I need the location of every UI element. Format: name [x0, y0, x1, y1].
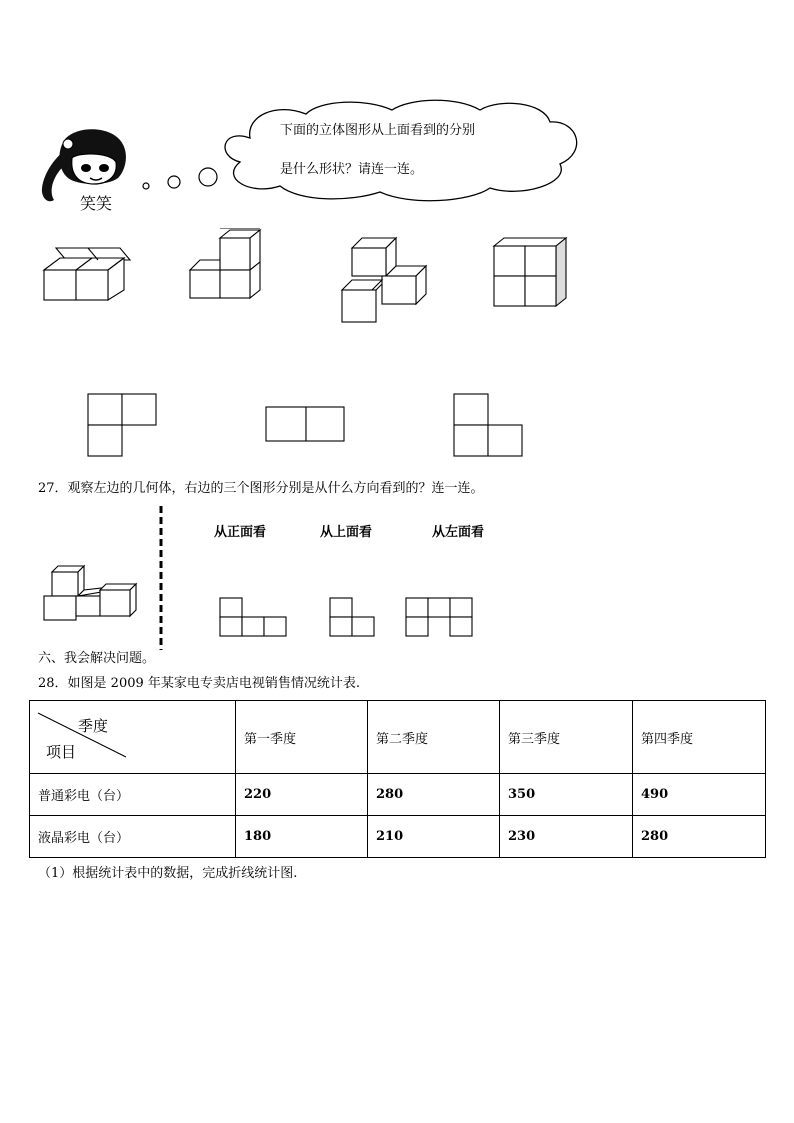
thought-bubble [140, 98, 585, 208]
top-view-2 [264, 405, 348, 443]
q27-text: 27．观察左边的几何体，右边的三个图形分别是从什么方向看到的？连一连。 [38, 481, 484, 496]
q27-view-b [328, 596, 378, 638]
sales-table [29, 700, 766, 858]
row-label: 液晶彩电（台） [30, 816, 236, 858]
table-corner-cell [30, 701, 236, 774]
q27-view-c [404, 596, 476, 638]
table-cell: 280 [633, 816, 766, 858]
corner-item-label: 项目 [46, 743, 77, 761]
table-cell: 210 [368, 816, 500, 858]
label-front-view: 从正面看 [214, 525, 267, 540]
bubble-line-1: 下面的立体图形从上面看到的分别 [280, 123, 476, 138]
top-view-3 [452, 392, 526, 458]
q27-view-a [218, 596, 290, 638]
q27-solid [40, 562, 144, 624]
corner-quarter-label: 季度 [78, 717, 109, 735]
row-label: 普通彩电（台） [30, 774, 236, 816]
corner-diagonal [30, 701, 236, 773]
label-top-view: 从上面看 [320, 525, 373, 540]
top-view-1 [86, 392, 160, 458]
table-cell: 230 [500, 816, 633, 858]
table-cell: 490 [633, 774, 766, 816]
q28-sub-question-1: （1）根据统计表中的数据，完成折线统计图. [38, 866, 298, 881]
section-6-title: 六、我会解决问题。 [38, 651, 156, 666]
table-cell: 220 [236, 774, 368, 816]
table-row [30, 774, 766, 816]
table-header-cell: 第四季度 [633, 701, 766, 774]
girl-caption: 笑笑 [80, 194, 113, 213]
table-row [30, 816, 766, 858]
q28-text: 28．如图是 2009 年某家电专卖店电视销售情况统计表. [38, 676, 361, 691]
bubble-line-2: 是什么形状？请连一连。 [280, 162, 424, 177]
table-header-cell: 第二季度 [368, 701, 500, 774]
solid-figure-4 [490, 236, 570, 310]
solid-figure-3 [338, 236, 430, 326]
solid-figure-1 [40, 240, 140, 310]
solid-figure-2 [186, 228, 266, 304]
label-left-view: 从左面看 [432, 525, 485, 540]
table-header-row [30, 701, 766, 774]
table-cell: 350 [500, 774, 633, 816]
table-header-cell: 第一季度 [236, 701, 368, 774]
table-header-cell: 第三季度 [500, 701, 633, 774]
dashed-divider [158, 506, 164, 650]
table-cell: 280 [368, 774, 500, 816]
table-cell: 180 [236, 816, 368, 858]
